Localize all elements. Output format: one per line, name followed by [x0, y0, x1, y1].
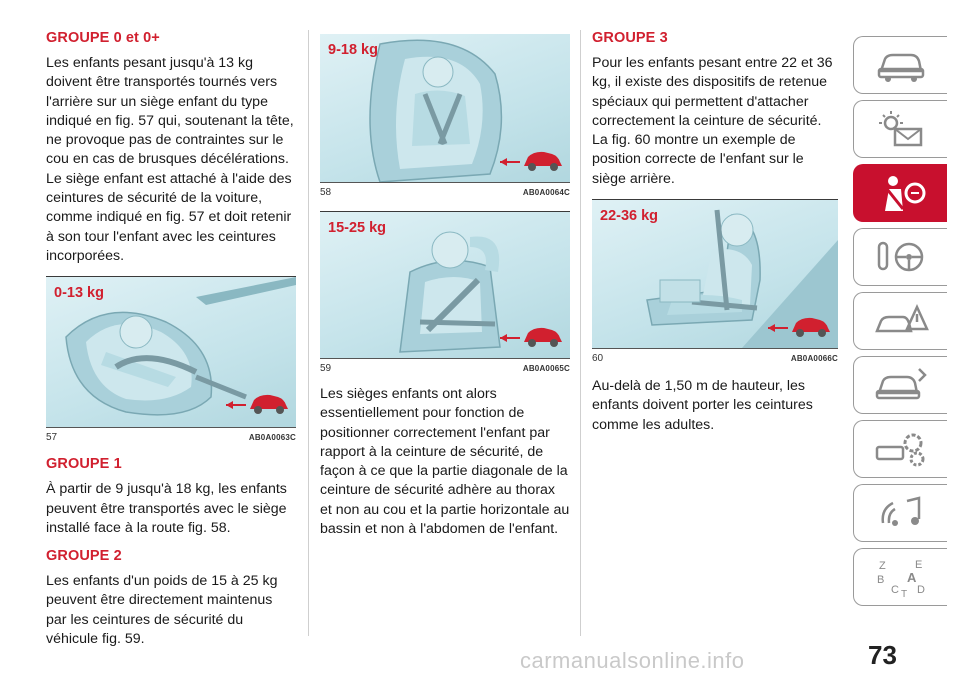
rear-facing-car-icon	[224, 389, 294, 419]
group-2-heading: GROUPE 2	[46, 548, 122, 565]
index-letter: E	[914, 559, 922, 571]
rear-facing-car-icon	[498, 146, 568, 176]
figure-code: AB0A0066C	[790, 353, 838, 363]
figure-code: AB0A0064C	[522, 187, 570, 197]
tab-warning-lights[interactable]	[853, 100, 947, 158]
index-letter: A	[906, 570, 916, 585]
figure-code: AB0A0063C	[248, 432, 296, 442]
figure-60	[592, 199, 838, 365]
tab-safety[interactable]	[853, 164, 947, 222]
column-3	[592, 30, 840, 445]
group-1-text: À partir de 9 jusqu'à 18 kg, les enfants peuvent être transportés avec le siège installé face à la route fig. 58.	[46, 481, 287, 536]
accident-icon	[873, 301, 929, 341]
index-letter: D	[916, 584, 925, 596]
figure-caption	[46, 427, 296, 444]
figure-number: 59	[320, 362, 332, 374]
column-2	[320, 34, 570, 549]
forward-seat-illustration	[320, 34, 570, 182]
col2-text: Les sièges enfants ont alors essentiellement pour fonction de positionner correctement l'enfant par rapport à la ceinture de sécurité, de façon à ce que la partie diagonale de la ceinture de sécurité adhère au thorax et non au cou et la partie horizontale au bassin et non à l'abdomen de l'enfant.	[320, 386, 570, 538]
figure-code: AB0A0065C	[522, 363, 570, 373]
figure-58	[320, 34, 570, 199]
figure-number: 57	[46, 431, 58, 443]
figure-caption	[592, 348, 838, 365]
steering-wheel-icon	[873, 237, 929, 277]
figure-weight-label: 22-36 kg	[600, 208, 659, 225]
tab-emergency[interactable]	[853, 292, 947, 350]
car-service-icon	[873, 365, 929, 405]
col3-after-text: Au-delà de 1,50 m de hauteur, les enfants doivent porter les ceintures comme les adultes.	[592, 378, 813, 433]
figure-weight-label: 0-13 kg	[54, 285, 104, 302]
index-letter: B	[876, 574, 884, 586]
page-number: 73	[868, 640, 897, 670]
figure-59	[320, 211, 570, 375]
figure-number: 60	[592, 352, 604, 364]
tab-index[interactable]	[853, 548, 947, 606]
group-1-heading: GROUPE 1	[46, 456, 122, 473]
column-divider	[580, 30, 581, 636]
column-divider	[308, 30, 309, 636]
group-3-text: Pour les enfants pesant entre 22 et 36 kg, il existe des dispositifs de retenue spéciaux qui permettent d'attacher correctement la ceinture de sécurité. La fig. 60 montre un exemple de position correcte de l'enfant sur le siège arrière.	[592, 55, 833, 187]
figure-caption	[320, 182, 570, 199]
figure-number: 58	[320, 186, 332, 198]
column-1	[46, 30, 296, 659]
booster-seat-illustration	[320, 212, 570, 358]
seatbelt-airbag-icon	[873, 173, 929, 213]
seatbelt-child-illustration	[592, 200, 838, 348]
tab-technical-data[interactable]	[853, 420, 947, 478]
warning-lights-icon	[873, 109, 929, 149]
tab-maintenance[interactable]	[853, 356, 947, 414]
multimedia-icon	[873, 493, 929, 533]
rear-facing-car-icon	[498, 322, 568, 352]
group-2-text: Les enfants d'un poids de 15 à 25 kg peuvent être directement maintenus par les ceintures de sécurité du véhicule fig. 59.	[46, 573, 278, 648]
figure-weight-label: 9-18 kg	[328, 42, 378, 58]
watermark: carmanualsonline.info	[520, 648, 745, 673]
group-0-text: Les enfants pesant jusqu'à 13 kg doivent être transportés tournés vers l'arrière sur un siège enfant du type indiqué en fig. 57 qui, soutenant la tête, ne provoque pas de contraintes sur le cou en cas de brusques décélérations. Le siège enfant est attaché à l'aide des ceintures de sécurité de la voiture, comme indiqué en fig. 57 et doit retenir à son tour l'enfant avec les ceintures incorporées.	[46, 55, 294, 264]
car-dashboard-icon	[873, 45, 929, 85]
tab-multimedia[interactable]	[853, 484, 947, 542]
infant-seat-illustration	[46, 277, 296, 427]
group-3-heading: GROUPE 3	[592, 30, 668, 46]
chapter-tabs	[853, 36, 949, 612]
figure-weight-label: 15-25 kg	[328, 220, 387, 236]
specifications-gears-icon	[873, 429, 929, 469]
tab-driving[interactable]	[853, 228, 947, 286]
alphabetical-index-icon	[873, 557, 929, 597]
index-letter: C	[890, 584, 899, 596]
group-0-heading: GROUPE 0 et 0+	[46, 30, 160, 46]
figure-57	[46, 276, 296, 444]
tab-dashboard[interactable]	[853, 36, 947, 94]
index-letter: Z	[878, 560, 886, 572]
index-letter: T	[900, 589, 907, 597]
rear-facing-car-icon	[766, 312, 836, 342]
figure-caption	[320, 358, 570, 375]
